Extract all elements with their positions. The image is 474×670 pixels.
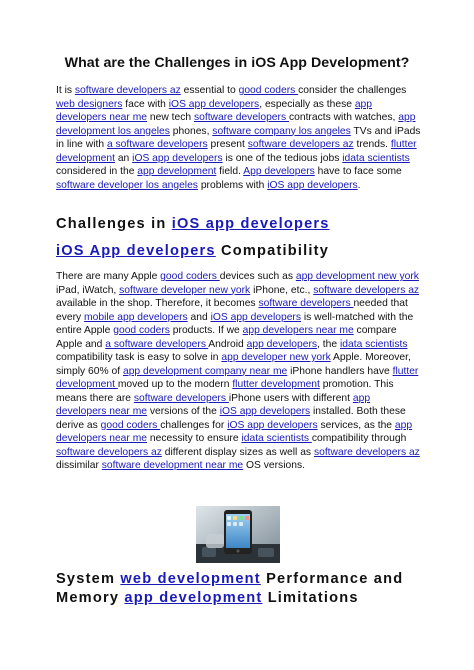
hyperlink[interactable]: iOS app developers bbox=[267, 179, 358, 191]
text-run: present bbox=[207, 139, 248, 150]
hyperlink[interactable]: app development new york bbox=[295, 271, 419, 282]
hyperlink[interactable]: web development bbox=[120, 571, 261, 587]
hyperlink[interactable]: iOS App developers bbox=[56, 243, 216, 259]
text-run: Limitations bbox=[262, 590, 359, 606]
text-run: , the bbox=[317, 338, 340, 350]
text-run: devices such as bbox=[219, 271, 296, 282]
text-run: compatibility task is easy to solve in bbox=[56, 352, 222, 363]
text-run: iPhone handlers have bbox=[287, 365, 393, 377]
text-run: is one of the tedious jobs bbox=[222, 152, 343, 164]
text-run: products. If we bbox=[169, 325, 243, 336]
hyperlink[interactable]: a software developers bbox=[106, 139, 208, 150]
hyperlink[interactable]: app developer new york bbox=[221, 352, 331, 363]
text-run: TVs and iPads in line with bbox=[56, 125, 421, 150]
hyperlink[interactable]: software developers az bbox=[56, 446, 162, 458]
text-run: Compatibility bbox=[215, 243, 330, 259]
hyperlink[interactable]: software developers bbox=[258, 298, 354, 309]
text-run: Performance and Memory bbox=[56, 571, 404, 606]
text-run: There are many Apple bbox=[56, 271, 161, 282]
text-run: compare Apple and bbox=[56, 325, 397, 350]
text-run: have to face some bbox=[314, 166, 402, 177]
hyperlink[interactable]: iOS app developers bbox=[227, 419, 318, 431]
text-run: considered in the bbox=[56, 166, 138, 177]
text-run: It is bbox=[56, 85, 75, 96]
hyperlink[interactable]: flutter development bbox=[56, 365, 419, 390]
text-run: necessity to ensure bbox=[147, 433, 242, 444]
hyperlink[interactable]: app development bbox=[137, 166, 217, 177]
text-run: Apple. Moreover, simply 60% of bbox=[56, 352, 411, 377]
section-heading-performance bbox=[56, 570, 436, 608]
hyperlink[interactable]: app developers near me bbox=[242, 325, 354, 336]
text-run: problems with bbox=[197, 179, 268, 191]
hyperlink[interactable]: app development bbox=[124, 590, 263, 606]
hyperlink[interactable]: app developers near me bbox=[56, 392, 371, 417]
text-run: iPhone users with different bbox=[228, 392, 353, 404]
text-run: new tech bbox=[147, 112, 194, 123]
hyperlink[interactable]: app development los angeles bbox=[56, 112, 416, 137]
text-run: contracts with watches, bbox=[288, 112, 399, 123]
text-run: Challenges in bbox=[56, 216, 172, 232]
hyperlink[interactable]: app developers near me bbox=[56, 98, 372, 123]
section-heading-challenges bbox=[56, 216, 436, 232]
text-run: OS versions. bbox=[243, 460, 305, 471]
text-run: essential to bbox=[180, 85, 239, 96]
hyperlink[interactable]: good coders bbox=[160, 271, 220, 282]
text-run: dissimilar bbox=[56, 460, 102, 471]
text-run: installed. Both these derive as bbox=[56, 406, 406, 431]
hyperlink[interactable]: good coders bbox=[113, 325, 170, 336]
text-run: phones, bbox=[169, 125, 213, 137]
intro-paragraph bbox=[56, 84, 422, 192]
hyperlink[interactable]: iOS app developers bbox=[219, 406, 311, 417]
hyperlink[interactable]: flutter development bbox=[56, 139, 417, 164]
text-run: Android bbox=[208, 338, 247, 350]
hyperlink[interactable]: software developers az bbox=[247, 139, 354, 150]
text-run: . bbox=[357, 179, 361, 191]
text-run: different display sizes as well as bbox=[161, 446, 314, 458]
hyperlink[interactable]: iOS app developers bbox=[171, 216, 330, 232]
hyperlink[interactable]: app development company near me bbox=[122, 365, 288, 377]
text-run: services, as the bbox=[317, 419, 395, 431]
hyperlink[interactable]: iOS app developers bbox=[210, 311, 302, 323]
text-run: available in the shop. Therefore, it becomes bbox=[56, 298, 259, 309]
page-title: What are the Challenges in iOS App Development? bbox=[64, 55, 410, 71]
section-heading-compatibility bbox=[56, 243, 436, 259]
hyperlink[interactable]: iOS app developers bbox=[168, 98, 260, 110]
hyperlink[interactable]: good coders bbox=[100, 419, 161, 431]
compatibility-paragraph bbox=[56, 270, 422, 473]
hyperlink[interactable]: idata scientists bbox=[241, 433, 312, 444]
hyperlink[interactable]: app developers near me bbox=[56, 419, 413, 444]
hyperlink[interactable]: software developers az bbox=[74, 85, 181, 96]
text-run: face with bbox=[122, 98, 169, 110]
hyperlink[interactable]: web designers bbox=[56, 98, 123, 110]
hyperlink[interactable]: mobile app developers bbox=[84, 311, 188, 323]
tablet-image bbox=[196, 506, 280, 563]
text-run: iPhone, etc., bbox=[250, 284, 314, 296]
hyperlink[interactable]: software developer los angeles bbox=[56, 179, 198, 191]
hyperlink[interactable]: software developers bbox=[193, 112, 289, 123]
hyperlink[interactable]: software developer new york bbox=[119, 284, 251, 296]
hyperlink[interactable]: a software developers bbox=[105, 338, 209, 350]
hyperlink[interactable]: flutter development bbox=[232, 379, 320, 390]
text-run: iPad, iWatch, bbox=[56, 284, 120, 296]
hyperlink[interactable]: App developers bbox=[243, 166, 315, 177]
text-run: challenges for bbox=[160, 419, 228, 431]
hyperlink[interactable]: iOS app developers bbox=[132, 152, 223, 164]
hyperlink[interactable]: app developers bbox=[246, 338, 318, 350]
text-run: trends. bbox=[353, 139, 391, 150]
hyperlink[interactable]: idata scientists bbox=[342, 152, 410, 164]
text-run: field. bbox=[216, 166, 244, 177]
text-run: promotion. This means there are bbox=[56, 379, 394, 404]
text-run: is well-matched with the entire Apple bbox=[56, 311, 414, 336]
text-run: versions of the bbox=[147, 406, 220, 417]
text-run: and bbox=[187, 311, 211, 323]
text-run: moved up to the modern bbox=[117, 379, 233, 390]
hyperlink[interactable]: software development near me bbox=[101, 460, 244, 471]
hyperlink[interactable]: good coders bbox=[238, 85, 299, 96]
hyperlink[interactable]: software developers bbox=[133, 392, 229, 404]
hyperlink[interactable]: software developers az bbox=[313, 446, 420, 458]
text-run: needed that every bbox=[56, 298, 408, 323]
hyperlink[interactable]: idata scientists bbox=[339, 338, 408, 350]
hyperlink[interactable]: software developers az bbox=[313, 284, 420, 296]
text-run: , especially as these bbox=[259, 98, 355, 110]
hyperlink[interactable]: software company los angeles bbox=[212, 125, 351, 137]
text-run: an bbox=[114, 152, 133, 164]
text-run: System bbox=[56, 571, 121, 587]
text-run: consider the challenges bbox=[298, 85, 407, 96]
ipad-photo bbox=[196, 506, 280, 563]
text-run: compatibility through bbox=[311, 433, 407, 444]
